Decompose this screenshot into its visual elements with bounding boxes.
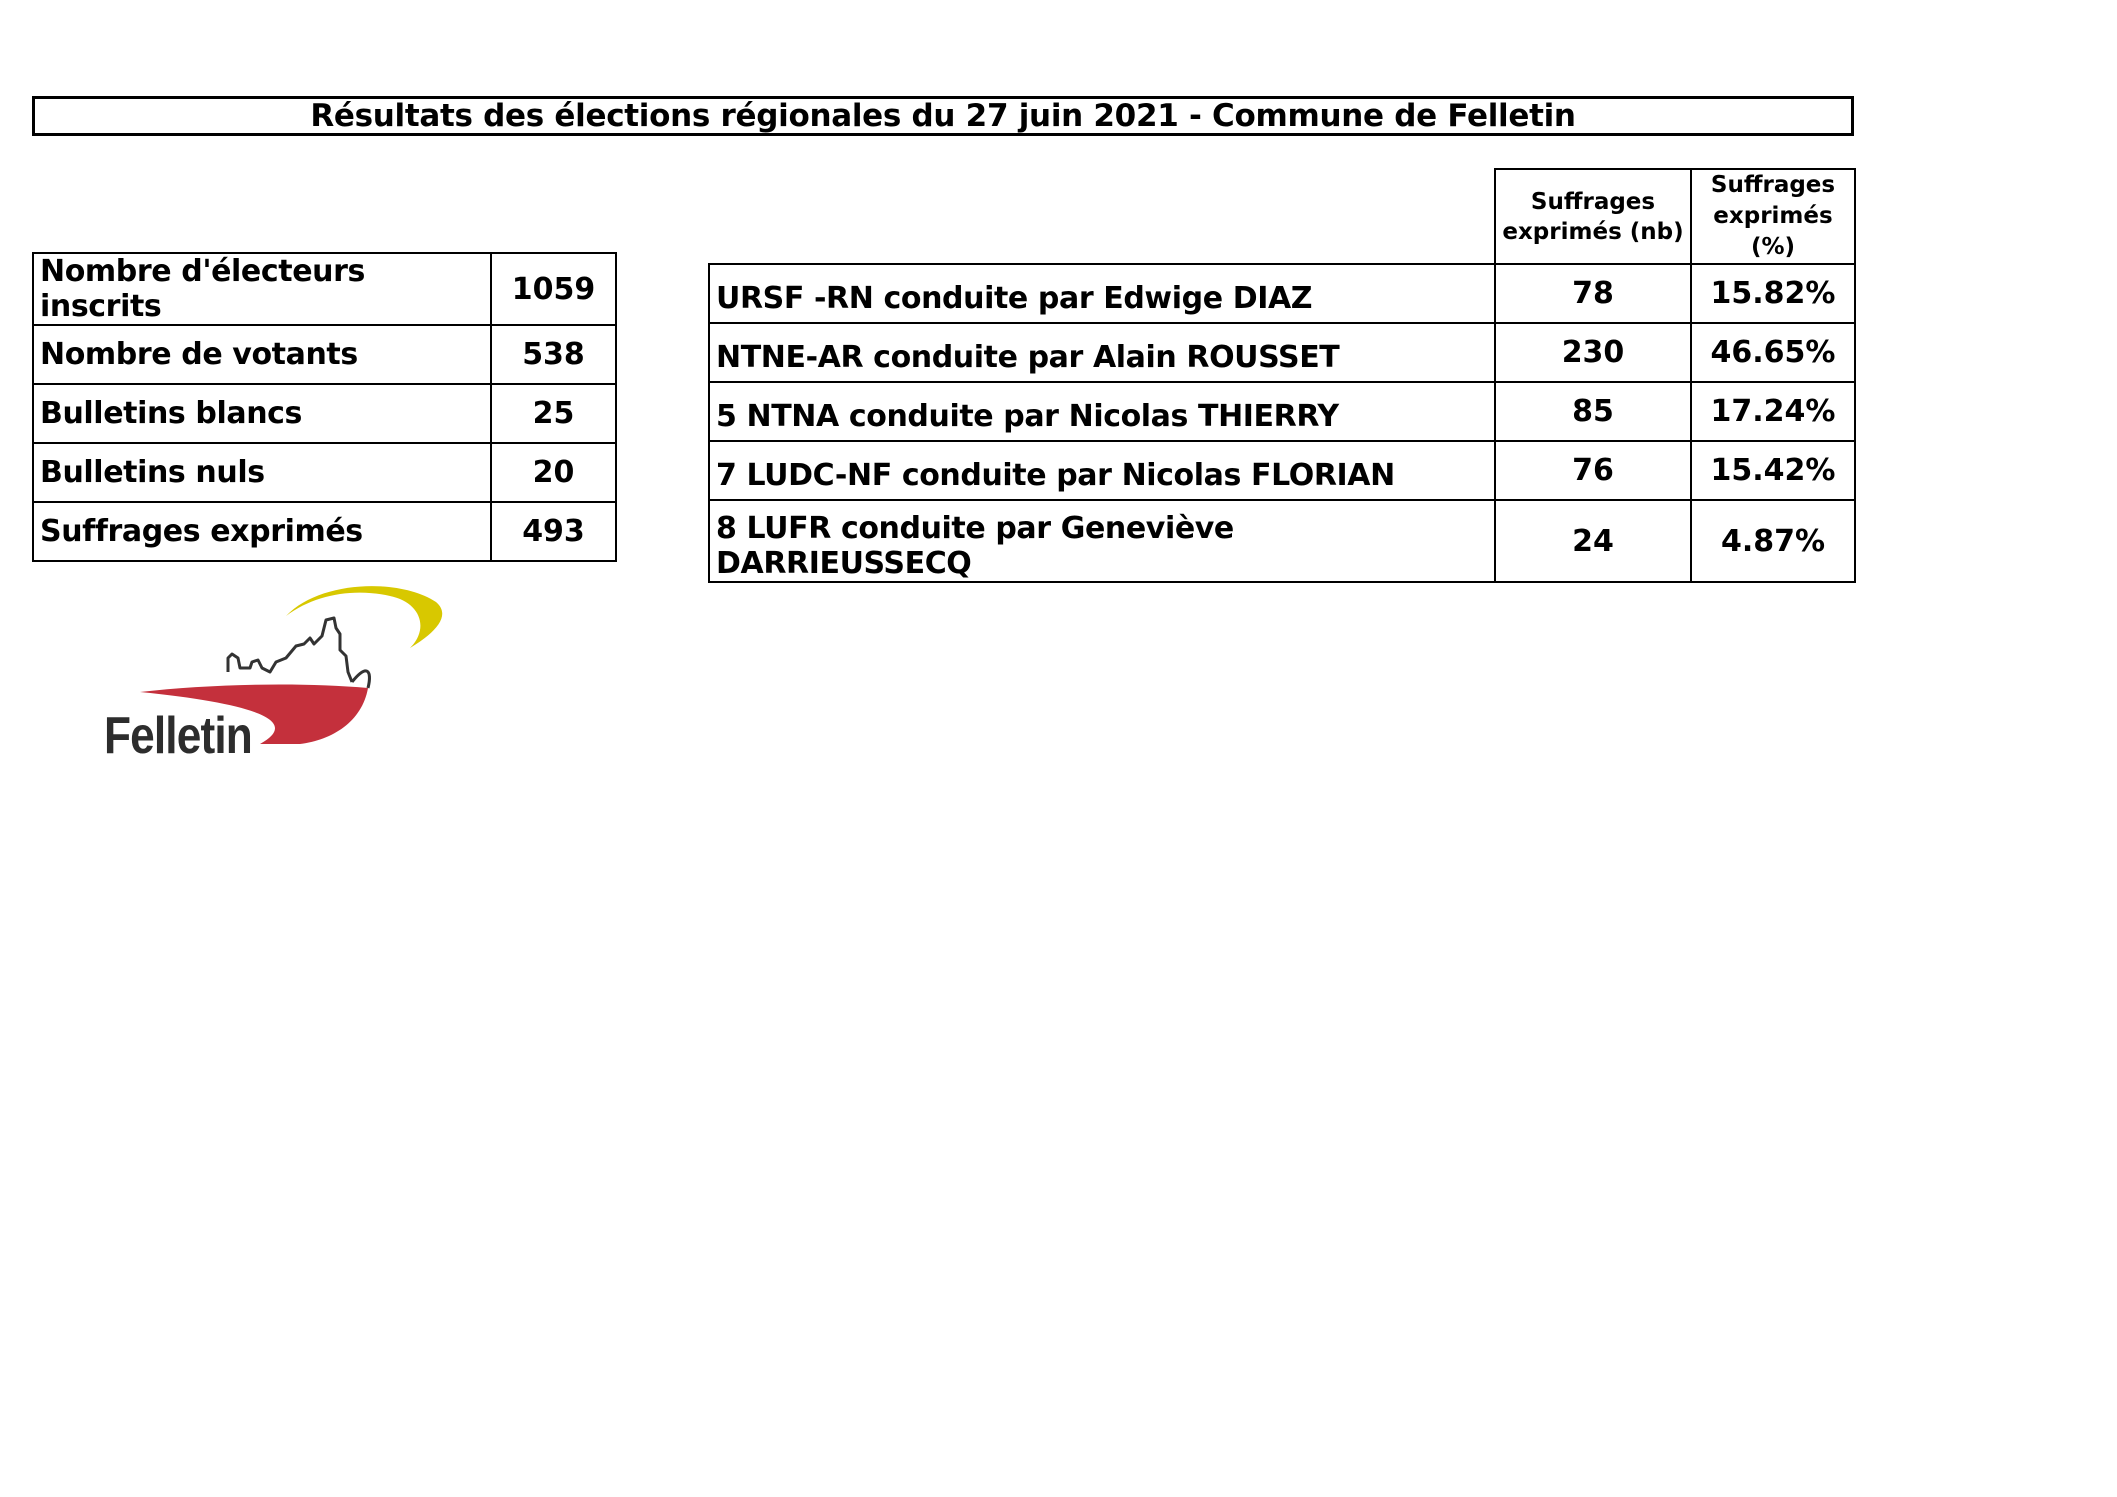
logo-skyline — [228, 618, 352, 682]
votes-percent: 46.65% — [1691, 323, 1855, 382]
table-row — [33, 502, 616, 561]
candidate-list: NTNE-AR conduite par Alain ROUSSET — [709, 323, 1495, 382]
logo-text: Felletin — [104, 707, 252, 765]
votes-count: 78 — [1495, 264, 1691, 323]
stat-value: 25 — [491, 384, 616, 443]
table-row — [33, 253, 616, 325]
candidate-list: URSF -RN conduite par Edwige DIAZ — [709, 264, 1495, 323]
header-nb-line2: exprimés (nb) — [1502, 218, 1684, 245]
votes-percent: 17.24% — [1691, 382, 1855, 441]
stat-label: Nombre d'électeurs inscrits — [33, 253, 491, 325]
results-header-row — [709, 169, 1855, 264]
stat-value: 1059 — [491, 253, 616, 325]
table-row — [33, 384, 616, 443]
table-row — [709, 500, 1855, 582]
logo-red-swoosh-outline — [352, 671, 369, 688]
header-pct-line3: (%) — [1750, 234, 1796, 260]
stat-value: 20 — [491, 443, 616, 502]
table-row — [709, 323, 1855, 382]
header-pct-line2: exprimés — [1713, 203, 1833, 229]
header-suffrages-nb — [1495, 169, 1691, 264]
stats-table — [32, 252, 617, 562]
votes-count: 76 — [1495, 441, 1691, 500]
header-suffrages-pct — [1691, 169, 1855, 264]
votes-count: 230 — [1495, 323, 1691, 382]
table-row — [709, 441, 1855, 500]
votes-percent: 15.42% — [1691, 441, 1855, 500]
candidate-list: 7 LUDC-NF conduite par Nicolas FLORIAN — [709, 441, 1495, 500]
header-nb-line1: Suffrages — [1530, 188, 1656, 215]
header-blank-cell — [709, 169, 1495, 264]
stat-label: Bulletins blancs — [33, 384, 491, 443]
candidate-list: 5 NTNA conduite par Nicolas THIERRY — [709, 382, 1495, 441]
page-title: Résultats des élections régionales du 27 juin 2021 - Commune de Felletin — [32, 96, 1854, 136]
candidate-list: 8 LUFR conduite par Geneviève DARRIEUSSECQ — [709, 500, 1495, 582]
table-row — [709, 264, 1855, 323]
header-pct-line1: Suffrages — [1710, 172, 1836, 198]
votes-percent: 15.82% — [1691, 264, 1855, 323]
results-table — [708, 168, 1856, 583]
stat-label: Nombre de votants — [33, 325, 491, 384]
stat-label: Bulletins nuls — [33, 443, 491, 502]
stat-value: 493 — [491, 502, 616, 561]
table-row — [33, 443, 616, 502]
table-row — [33, 325, 616, 384]
votes-percent: 4.87% — [1691, 500, 1855, 582]
stat-label: Suffrages exprimés — [33, 502, 491, 561]
stat-value: 538 — [491, 325, 616, 384]
table-row — [709, 382, 1855, 441]
votes-count: 85 — [1495, 382, 1691, 441]
votes-count: 24 — [1495, 500, 1691, 582]
